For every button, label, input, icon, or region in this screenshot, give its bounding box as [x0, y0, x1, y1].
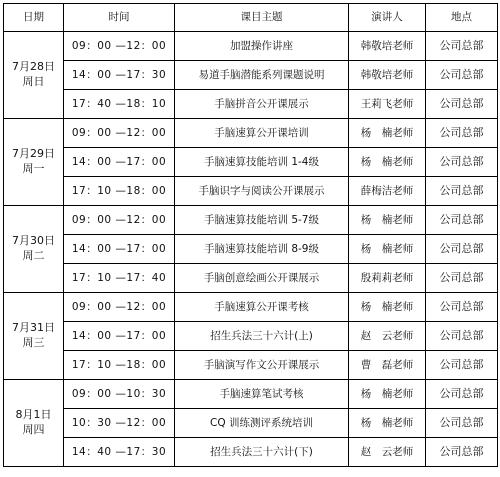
table-row — [4, 32, 498, 61]
date-cell — [4, 119, 64, 206]
topic-cell: 易道手脑潜能系列课题说明 — [175, 61, 349, 90]
place-cell: 公司总部 — [426, 235, 498, 264]
topic-cell: 手脑速算公开课考核 — [175, 293, 349, 322]
weekday-label: 周二 — [22, 249, 45, 262]
date-cell — [4, 206, 64, 293]
topic-cell: 手脑速算技能培训 5-7级 — [175, 206, 349, 235]
place-cell: 公司总部 — [426, 90, 498, 119]
time-cell: 09：00 —12：00 — [64, 206, 175, 235]
speaker-cell: 杨 楠老师 — [349, 206, 426, 235]
speaker-cell: 杨 楠老师 — [349, 409, 426, 438]
date-label: 7月28日 — [12, 60, 55, 74]
topic-cell: 手脑速算技能培训 8-9级 — [175, 235, 349, 264]
place-cell: 公司总部 — [426, 322, 498, 351]
topic-cell: 手脑速算技能培训 1-4级 — [175, 148, 349, 177]
header-row — [4, 4, 498, 32]
place-cell: 公司总部 — [426, 119, 498, 148]
date-cell — [4, 293, 64, 380]
table-row — [4, 438, 498, 467]
table-row — [4, 235, 498, 264]
table-row — [4, 351, 498, 380]
table-row — [4, 90, 498, 119]
place-cell: 公司总部 — [426, 177, 498, 206]
time-cell: 17：40 —18：10 — [64, 90, 175, 119]
table-row — [4, 409, 498, 438]
weekday-label: 周三 — [22, 336, 45, 349]
header-topic: 课目主题 — [175, 4, 349, 32]
place-cell: 公司总部 — [426, 438, 498, 467]
table-row — [4, 380, 498, 409]
table-row — [4, 293, 498, 322]
time-cell: 09：00 —12：00 — [64, 119, 175, 148]
speaker-cell: 杨 楠老师 — [349, 293, 426, 322]
speaker-cell: 殷莉莉老师 — [349, 264, 426, 293]
table-row — [4, 148, 498, 177]
speaker-cell: 杨 楠老师 — [349, 380, 426, 409]
header-speaker: 演讲人 — [349, 4, 426, 32]
time-cell: 17：10 —18：00 — [64, 351, 175, 380]
speaker-cell: 王莉飞老师 — [349, 90, 426, 119]
time-cell: 14：00 —17：00 — [64, 235, 175, 264]
time-cell: 09：00 —12：00 — [64, 293, 175, 322]
topic-cell: CQ 训练测评系统培训 — [175, 409, 349, 438]
date-label: 8月1日 — [15, 408, 52, 422]
speaker-cell: 韩敬培老师 — [349, 32, 426, 61]
speaker-cell: 杨 楠老师 — [349, 148, 426, 177]
time-cell: 17：10 —18：00 — [64, 177, 175, 206]
place-cell: 公司总部 — [426, 293, 498, 322]
table-row — [4, 61, 498, 90]
schedule-table — [3, 3, 498, 467]
time-cell: 14：00 —17：30 — [64, 61, 175, 90]
speaker-cell: 杨 楠老师 — [349, 119, 426, 148]
header-time: 时间 — [64, 4, 175, 32]
place-cell: 公司总部 — [426, 32, 498, 61]
place-cell: 公司总部 — [426, 351, 498, 380]
time-cell: 14：40 —17：30 — [64, 438, 175, 467]
topic-cell: 手脑演写作文公开课展示 — [175, 351, 349, 380]
speaker-cell: 韩敬培老师 — [349, 61, 426, 90]
time-cell: 14：00 —17：00 — [64, 148, 175, 177]
table-row — [4, 206, 498, 235]
place-cell: 公司总部 — [426, 61, 498, 90]
speaker-cell: 薛梅洁老师 — [349, 177, 426, 206]
weekday-label: 周日 — [22, 75, 45, 88]
table-row — [4, 264, 498, 293]
place-cell: 公司总部 — [426, 409, 498, 438]
time-cell: 09：00 —12：00 — [64, 32, 175, 61]
time-cell: 17：10 —17：40 — [64, 264, 175, 293]
topic-cell: 手脑速算公开课培训 — [175, 119, 349, 148]
time-cell: 14：00 —17：00 — [64, 322, 175, 351]
weekday-label: 周一 — [22, 162, 45, 175]
place-cell: 公司总部 — [426, 148, 498, 177]
date-label: 7月30日 — [12, 234, 55, 248]
table-row — [4, 322, 498, 351]
date-label: 7月31日 — [12, 321, 55, 335]
header-place: 地点 — [426, 4, 498, 32]
speaker-cell: 杨 楠老师 — [349, 235, 426, 264]
topic-cell: 手脑识字与阅读公开课展示 — [175, 177, 349, 206]
speaker-cell: 曹 磊老师 — [349, 351, 426, 380]
date-cell — [4, 380, 64, 467]
place-cell: 公司总部 — [426, 206, 498, 235]
speaker-cell: 赵 云老师 — [349, 322, 426, 351]
topic-cell: 招生兵法三十六计(上) — [175, 322, 349, 351]
topic-cell: 手脑速算笔试考核 — [175, 380, 349, 409]
date-label: 7月29日 — [12, 147, 55, 161]
weekday-label: 周四 — [22, 423, 45, 436]
topic-cell: 招生兵法三十六计(下) — [175, 438, 349, 467]
topic-cell: 加盟操作讲座 — [175, 32, 349, 61]
place-cell: 公司总部 — [426, 264, 498, 293]
time-cell: 10：30 —12：00 — [64, 409, 175, 438]
time-cell: 09：00 —10：30 — [64, 380, 175, 409]
speaker-cell: 赵 云老师 — [349, 438, 426, 467]
place-cell: 公司总部 — [426, 380, 498, 409]
table-row — [4, 177, 498, 206]
topic-cell: 手脑拼音公开课展示 — [175, 90, 349, 119]
schedule-container — [3, 3, 498, 467]
date-cell — [4, 32, 64, 119]
header-date: 日期 — [4, 4, 64, 32]
topic-cell: 手脑创意绘画公开课展示 — [175, 264, 349, 293]
table-row — [4, 119, 498, 148]
